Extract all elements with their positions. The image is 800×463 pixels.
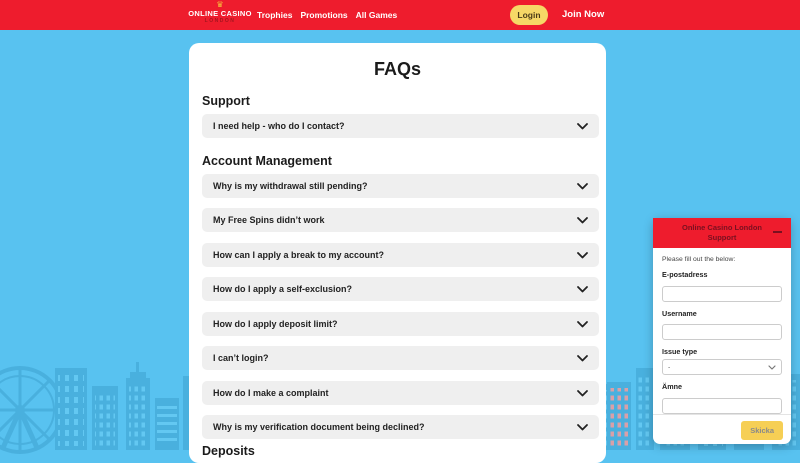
support-intro-text: Please fill out the below:	[662, 256, 736, 263]
email-label: E-postadress	[662, 270, 708, 279]
faq-question-text: Why is my withdrawal still pending?	[213, 181, 368, 191]
minimize-icon[interactable]	[773, 231, 782, 233]
faq-question-row[interactable]	[202, 277, 599, 301]
issue-type-label: Issue type	[662, 347, 698, 356]
faq-card	[189, 43, 606, 463]
faq-question-text: I need help - who do I contact?	[213, 121, 345, 131]
brand-name: ONLINE CASINO	[188, 9, 252, 18]
chevron-down-icon	[577, 217, 588, 224]
nav-item-promotions[interactable]: Promotions	[300, 10, 348, 20]
chevron-down-icon	[768, 365, 776, 370]
chevron-down-icon	[577, 355, 588, 362]
nav-item-trophies[interactable]: Trophies	[257, 10, 293, 20]
faq-question-text: How can I apply a break to my account?	[213, 250, 385, 260]
chevron-down-icon	[577, 123, 588, 130]
email-field[interactable]	[662, 286, 782, 302]
faq-question-row[interactable]	[202, 174, 599, 198]
faq-question-text: Why is my verification document being declined?	[213, 422, 425, 432]
support-widget-title-line1: Online Casino London	[682, 223, 762, 232]
chevron-down-icon	[577, 183, 588, 190]
support-widget-header	[653, 218, 791, 248]
username-field[interactable]	[662, 324, 782, 340]
chevron-down-icon	[577, 252, 588, 259]
subject-field[interactable]	[662, 398, 782, 414]
login-button[interactable]: Login	[510, 5, 548, 25]
nav-item-all-games[interactable]: All Games	[355, 10, 398, 20]
support-widget-title-line2: Support	[707, 233, 737, 242]
chevron-down-icon	[577, 286, 588, 293]
faq-question-text: How do I apply a self-exclusion?	[213, 284, 353, 294]
faq-question-row[interactable]	[202, 243, 599, 267]
brand-logo[interactable]	[188, 1, 252, 24]
chevron-down-icon	[577, 390, 588, 397]
faq-question-text: How do I apply deposit limit?	[213, 319, 338, 329]
section-title-support: Support	[202, 94, 250, 108]
crown-icon: ♛	[216, 0, 224, 9]
brand-subtitle: LONDON	[204, 18, 236, 24]
faq-question-text: My Free Spins didn’t work	[213, 215, 325, 225]
support-widget-footer	[653, 414, 791, 446]
support-chat-widget	[653, 218, 791, 444]
section-title-account-management: Account Management	[202, 154, 332, 168]
section-title-deposits: Deposits	[202, 444, 255, 458]
chevron-down-icon	[577, 424, 588, 431]
faq-question-text: I can’t login?	[213, 353, 269, 363]
faq-question-row[interactable]	[202, 312, 599, 336]
submit-button[interactable]: Skicka	[741, 421, 783, 440]
issue-type-selected-value: -	[668, 363, 671, 371]
username-label: Username	[662, 308, 697, 318]
faq-question-row[interactable]	[202, 381, 599, 405]
chevron-down-icon	[577, 321, 588, 328]
faq-question-row[interactable]	[202, 114, 599, 138]
faq-question-row[interactable]	[202, 415, 599, 439]
faq-question-row[interactable]	[202, 208, 599, 232]
faq-question-row[interactable]	[202, 346, 599, 370]
issue-type-select[interactable]	[662, 359, 782, 375]
top-nav-bar	[0, 0, 800, 30]
join-now-link[interactable]: Join Now	[562, 9, 605, 20]
subject-label: Ämne	[662, 382, 682, 391]
support-widget-body	[653, 248, 791, 414]
main-nav	[257, 0, 397, 30]
faq-question-text: How do I make a complaint	[213, 388, 329, 398]
page-title: FAQs	[373, 59, 421, 79]
